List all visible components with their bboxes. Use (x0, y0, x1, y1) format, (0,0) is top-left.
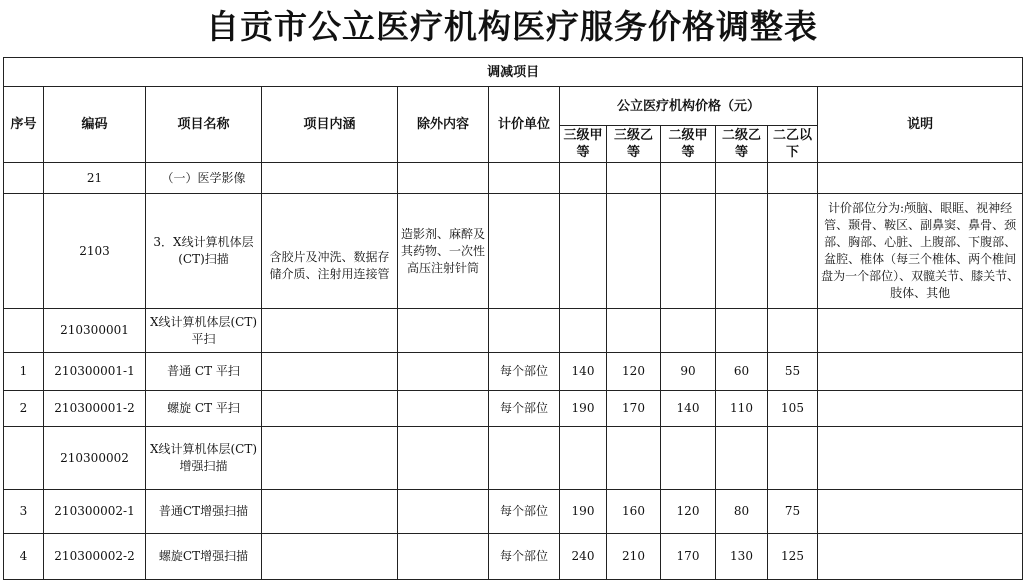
header-level: 三级乙等 (607, 126, 661, 163)
cell-content (262, 427, 398, 490)
header-code: 编码 (44, 87, 146, 163)
cell-content (262, 353, 398, 391)
price-table (3, 57, 1023, 580)
cell-seq: 1 (4, 353, 44, 391)
cell-excluded (398, 309, 489, 353)
header-excluded: 除外内容 (398, 87, 489, 163)
cell-excluded (398, 163, 489, 194)
cell-note: 计价部位分为:颅脑、眼眶、视神经管、颞骨、鞍区、副鼻窦、鼻骨、颈部、胸部、心脏、上腹部、下腹部、盆腔、椎体（每三个椎体、两个椎间盘为一个部位）、双髋关节、膝关节、肢体、其他 (818, 194, 1023, 309)
cell-excluded (398, 427, 489, 490)
cell-price (661, 427, 716, 490)
cell-price: 140 (560, 353, 607, 391)
cell-price (560, 163, 607, 194)
cell-price (716, 194, 768, 309)
cell-note (818, 353, 1023, 391)
cell-seq: 3 (4, 490, 44, 534)
cell-unit: 每个部位 (489, 534, 560, 580)
cell-code: 210300001 (44, 309, 146, 353)
cell-code: 210300001-1 (44, 353, 146, 391)
cell-code: 210300002 (44, 427, 146, 490)
cell-excluded: 造影剂、麻醉及其药物、一次性高压注射针筒 (398, 194, 489, 309)
cell-excluded (398, 534, 489, 580)
header-unit: 计价单位 (489, 87, 560, 163)
cell-name: 螺旋CT增强扫描 (146, 534, 262, 580)
cell-price (560, 309, 607, 353)
header-content: 项目内涵 (262, 87, 398, 163)
cell-name: 普通CT增强扫描 (146, 490, 262, 534)
cell-price (607, 427, 661, 490)
cell-price: 240 (560, 534, 607, 580)
table-row (4, 427, 1023, 490)
cell-price (661, 163, 716, 194)
cell-name: X线计算机体层(CT)平扫 (146, 309, 262, 353)
cell-excluded (398, 353, 489, 391)
table-row (4, 534, 1023, 580)
cell-content (262, 309, 398, 353)
cell-unit (489, 194, 560, 309)
cell-price: 160 (607, 490, 661, 534)
cell-excluded (398, 391, 489, 427)
header-seq: 序号 (4, 87, 44, 163)
cell-content (262, 391, 398, 427)
table-row (4, 163, 1023, 194)
cell-unit: 每个部位 (489, 391, 560, 427)
cell-price: 170 (661, 534, 716, 580)
cell-price: 190 (560, 490, 607, 534)
header-price-group: 公立医疗机构价格（元） (560, 87, 818, 126)
cell-price (768, 163, 818, 194)
cell-price: 90 (661, 353, 716, 391)
cell-price (768, 427, 818, 490)
cell-price (716, 309, 768, 353)
cell-price: 55 (768, 353, 818, 391)
table-row (4, 309, 1023, 353)
cell-content (262, 534, 398, 580)
cell-unit (489, 427, 560, 490)
cell-price (560, 427, 607, 490)
cell-code: 2103 (44, 194, 146, 309)
cell-unit (489, 309, 560, 353)
cell-note (818, 427, 1023, 490)
cell-note (818, 490, 1023, 534)
cell-price: 75 (768, 490, 818, 534)
cell-price: 130 (716, 534, 768, 580)
header-level: 二级甲等 (661, 126, 716, 163)
cell-seq (4, 309, 44, 353)
cell-code: 210300001-2 (44, 391, 146, 427)
cell-price: 170 (607, 391, 661, 427)
cell-name: 普通 CT 平扫 (146, 353, 262, 391)
cell-code: 21 (44, 163, 146, 194)
cell-name: 3．X线计算机体层(CT)扫描 (146, 194, 262, 309)
table-row (4, 490, 1023, 534)
cell-price (661, 309, 716, 353)
cell-excluded (398, 490, 489, 534)
table-row (4, 391, 1023, 427)
cell-price (607, 309, 661, 353)
cell-seq: 2 (4, 391, 44, 427)
cell-price: 140 (661, 391, 716, 427)
cell-price: 125 (768, 534, 818, 580)
header-level: 二级乙等 (716, 126, 768, 163)
cell-seq: 4 (4, 534, 44, 580)
cell-price (716, 427, 768, 490)
table-row (4, 353, 1023, 391)
cell-price: 210 (607, 534, 661, 580)
table-row (4, 194, 1023, 309)
cell-price (661, 194, 716, 309)
header-name: 项目名称 (146, 87, 262, 163)
cell-note (818, 163, 1023, 194)
cell-unit (489, 163, 560, 194)
cell-price: 80 (716, 490, 768, 534)
cell-note (818, 534, 1023, 580)
header-level: 三级甲等 (560, 126, 607, 163)
cell-content (262, 490, 398, 534)
page-title: 自贡市公立医疗机构医疗服务价格调整表 (206, 7, 818, 46)
cell-code: 210300002-2 (44, 534, 146, 580)
cell-seq (4, 194, 44, 309)
cell-seq (4, 427, 44, 490)
cell-name: X线计算机体层(CT)增强扫描 (146, 427, 262, 490)
header-level: 二乙以下 (768, 126, 818, 163)
cell-content (262, 163, 398, 194)
cell-price (716, 163, 768, 194)
cell-seq (4, 163, 44, 194)
cell-note (818, 391, 1023, 427)
cell-price: 120 (661, 490, 716, 534)
cell-price: 120 (607, 353, 661, 391)
cell-name: 螺旋 CT 平扫 (146, 391, 262, 427)
cell-unit: 每个部位 (489, 353, 560, 391)
cell-price (768, 194, 818, 309)
cell-price: 60 (716, 353, 768, 391)
cell-price: 105 (768, 391, 818, 427)
section-label: 调减项目 (4, 58, 1023, 87)
cell-price (768, 309, 818, 353)
header-note: 说明 (818, 87, 1023, 163)
cell-price (607, 163, 661, 194)
cell-unit: 每个部位 (489, 490, 560, 534)
cell-price: 110 (716, 391, 768, 427)
cell-price (560, 194, 607, 309)
cell-content: 含胶片及冲洗、数据存储介质、注射用连接管 (262, 194, 398, 309)
cell-price: 190 (560, 391, 607, 427)
cell-price (607, 194, 661, 309)
cell-name: （一）医学影像 (146, 163, 262, 194)
cell-note (818, 309, 1023, 353)
cell-code: 210300002-1 (44, 490, 146, 534)
